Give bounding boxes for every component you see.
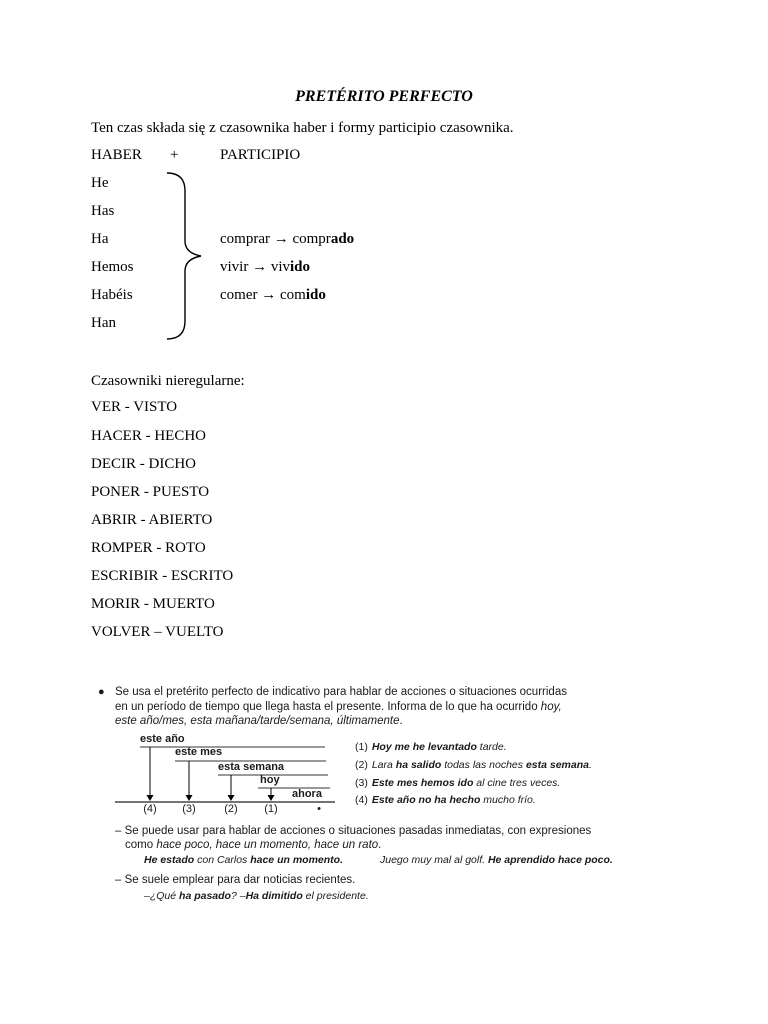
- participle-stem: com: [279, 287, 306, 303]
- example-part: Ha dimitido: [245, 890, 303, 902]
- formula-haber: HABER: [91, 147, 142, 163]
- participle-ending: ado: [330, 231, 355, 247]
- immediate-example-a: [144, 854, 343, 867]
- participle-stem: compr: [292, 231, 331, 247]
- example-part: Este año no ha hecho: [371, 794, 481, 806]
- pronoun-ha: Ha: [91, 231, 109, 247]
- pronoun-has: Has: [91, 203, 115, 219]
- timeline-label-esta-semana: esta semana: [218, 761, 285, 773]
- example-1: [355, 741, 507, 754]
- immediate-example-b: [380, 854, 613, 867]
- timeline-label-hoy: hoy: [260, 774, 280, 786]
- example-part: Este mes hemos ido: [371, 777, 474, 789]
- immediate-line-2: [125, 838, 381, 852]
- example-part: el presidente.: [302, 890, 369, 902]
- example-3: [355, 777, 560, 790]
- example-part: todas las noches: [441, 759, 526, 771]
- participle-vivir: [220, 258, 310, 276]
- example-part: hace un momento.: [250, 854, 343, 866]
- example-part: Hoy me he levantado: [371, 741, 477, 753]
- news-line-1: – Se suele emplear para dar noticias recientes.: [115, 874, 356, 886]
- infinitive: vivir: [220, 259, 249, 275]
- example-part: tarde.: [476, 741, 507, 753]
- participle-comer: [220, 286, 326, 304]
- example-part: He estado: [144, 854, 195, 866]
- example-part: esta semana: [525, 759, 589, 771]
- arrow-1-head-icon: [268, 795, 275, 801]
- immediate-expressions: hace poco, hace un momento, hace un rato: [156, 839, 379, 851]
- example-part: .: [588, 759, 592, 771]
- brace-path: [167, 173, 201, 339]
- arrow-icon: →: [252, 259, 268, 275]
- curly-brace-icon: [160, 165, 210, 350]
- timeline-label-este-ano: este año: [140, 733, 185, 745]
- arrow-icon: →: [273, 231, 289, 247]
- irregular-item: HACER - HECHO: [91, 428, 206, 444]
- example-part: Lara: [371, 759, 396, 771]
- example-part: con Carlos: [194, 854, 251, 866]
- pronoun-han: Han: [91, 315, 116, 331]
- immediate-text: .: [378, 839, 382, 851]
- pronoun-hemos: Hemos: [91, 259, 134, 275]
- arrow-icon: →: [261, 287, 277, 303]
- usage-italic: este año/mes, esta mañana/tarde/semana, últimamente: [115, 715, 400, 727]
- example-4: [355, 794, 536, 807]
- example-number: (1): [355, 741, 368, 753]
- participle-ending: ido: [305, 287, 326, 303]
- usage-line-1: Se usa el pretérito perfecto de indicativo para hablar de acciones o situaciones ocurridas: [115, 686, 567, 698]
- irregular-item: ROMPER - ROTO: [91, 540, 206, 556]
- timeline-label-este-mes: este mes: [175, 746, 223, 758]
- timeline-label-ahora: ahora: [292, 788, 322, 800]
- example-part: He aprendido hace poco.: [487, 854, 613, 866]
- timeline-marker-2: (2): [224, 803, 238, 815]
- usage-text: .: [399, 715, 403, 727]
- example-part: Juego muy mal al golf.: [380, 854, 488, 866]
- timeline-marker-1: (1): [264, 803, 278, 815]
- participle-stem: viv: [270, 259, 291, 275]
- example-number: (2): [355, 759, 368, 771]
- pronoun-habeis: Habéis: [91, 287, 133, 303]
- immediate-line-1: – Se puede usar para hablar de acciones o situaciones pasadas inmediatas, con expresiones: [115, 825, 592, 837]
- example-part: mucho frío.: [480, 794, 536, 806]
- usage-line-3: [115, 714, 403, 728]
- immediate-text: como: [125, 839, 157, 851]
- example-2: [355, 759, 592, 772]
- example-part: –¿Qué: [144, 890, 180, 902]
- participle-comprar: [220, 230, 354, 248]
- infinitive: comer: [220, 287, 258, 303]
- arrow-3-head-icon: [186, 795, 193, 801]
- arrow-2-head-icon: [228, 795, 235, 801]
- irregular-item: PONER - PUESTO: [91, 484, 210, 500]
- formula-plus: +: [170, 147, 179, 163]
- irregular-item: ESCRIBIR - ESCRITO: [91, 568, 234, 584]
- example-number: (4): [355, 794, 368, 806]
- infinitive: comprar: [220, 231, 270, 247]
- irregular-item: ABRIR - ABIERTO: [91, 512, 213, 528]
- irregular-item: MORIR - MUERTO: [91, 596, 215, 612]
- participle-ending: ido: [290, 259, 311, 275]
- usage-italic: hoy,: [540, 701, 562, 713]
- example-number: (3): [355, 777, 368, 789]
- timeline-marker-now: •: [317, 803, 321, 815]
- timeline-marker-4: (4): [143, 803, 157, 815]
- news-example: [144, 890, 369, 903]
- arrow-4-head-icon: [147, 795, 154, 801]
- timeline-marker-3: (3): [182, 803, 196, 815]
- example-part: ? –: [230, 890, 246, 902]
- irregular-item: VOLVER – VUELTO: [91, 624, 224, 640]
- irregular-item: DECIR - DICHO: [91, 456, 196, 472]
- pronoun-he: He: [91, 175, 109, 191]
- irregular-heading: Czasowniki nieregularne:: [91, 373, 245, 389]
- example-part: al cine tres veces.: [473, 777, 561, 789]
- bullet-icon: ●: [98, 686, 105, 698]
- irregular-item: VER - VISTO: [91, 399, 178, 415]
- page-title: PRETÉRITO PERFECTO: [295, 88, 473, 105]
- example-part: ha salido: [395, 759, 442, 771]
- usage-line-2: [115, 700, 562, 714]
- formula-participio: PARTICIPIO: [220, 147, 301, 163]
- example-part: ha pasado: [179, 890, 231, 902]
- intro-text: Ten czas składa się z czasownika haber i formy participio czasownika.: [91, 120, 514, 136]
- usage-text: en un período de tiempo que llega hasta el presente. Informa de lo que ha ocurrido: [115, 701, 541, 713]
